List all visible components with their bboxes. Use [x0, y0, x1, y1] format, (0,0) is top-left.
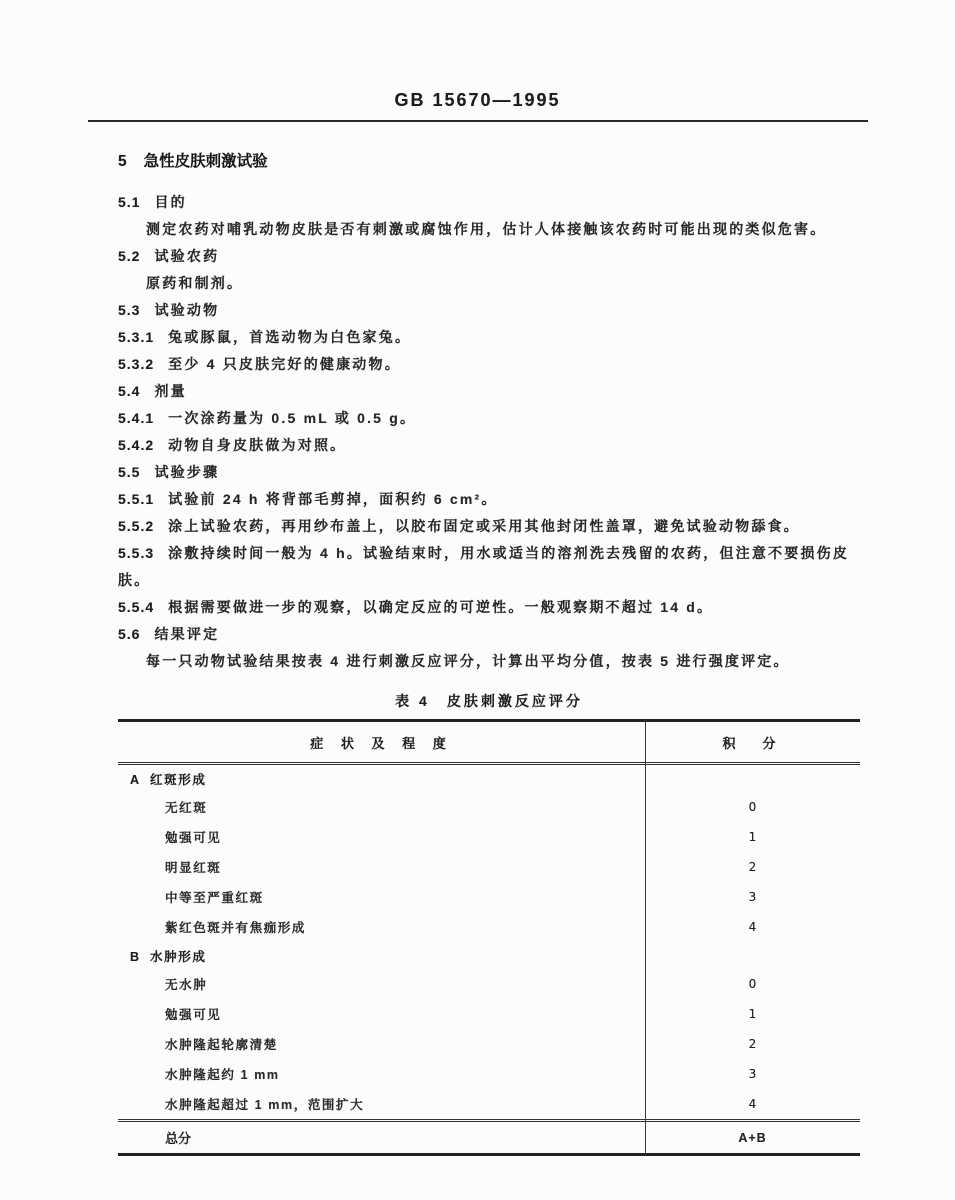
group-key: B — [130, 949, 140, 964]
chapter-title: 急性皮肤刺激试验 — [143, 153, 268, 170]
clause-number: 5.5.2 — [118, 518, 155, 534]
clause-5-2 — [118, 243, 860, 270]
symptom-cell: 水肿隆起超过 1 mm，范围扩大 — [165, 1098, 365, 1112]
symptom-cell: 水肿隆起约 1 mm — [165, 1068, 280, 1082]
clause-title: 目的 — [154, 194, 187, 210]
clause-5-1 — [118, 189, 860, 216]
clause-5-4 — [118, 378, 860, 405]
clause-5-4-1 — [118, 405, 860, 432]
score-cell: 2 — [748, 1037, 757, 1051]
table-row — [118, 999, 860, 1029]
clause-5-5-4 — [118, 594, 860, 621]
group-label — [118, 947, 645, 965]
score-cell: 1 — [748, 1007, 757, 1021]
clause-text: 试验前 24 h 将背部毛剪掉，面积约 6 cm²。 — [168, 491, 498, 507]
clause-number: 5.2 — [118, 248, 141, 264]
chapter-heading — [118, 148, 860, 175]
score-table — [118, 719, 860, 1156]
group-key: A — [130, 772, 140, 787]
clause-number: 5.5.1 — [118, 491, 155, 507]
clause-number: 5.4.2 — [118, 437, 155, 453]
table-row — [118, 1089, 860, 1119]
standard-code: GB 15670—1995 — [394, 90, 561, 110]
column-header-symptom: 症 状 及 程 度 — [310, 735, 453, 751]
clause-title: 试验农药 — [154, 248, 220, 264]
clause-text: 兔或豚鼠，首选动物为白色家兔。 — [168, 329, 412, 345]
table-row — [118, 912, 860, 942]
clause-text: 动物自身皮肤做为对照。 — [168, 437, 347, 453]
clause-5-2-paragraph: 原药和制剂。 — [146, 275, 244, 291]
table-header-row — [118, 722, 860, 765]
clause-text: 一次涂药量为 0.5 mL 或 0.5 g。 — [168, 410, 417, 426]
clause-number: 5.3.1 — [118, 329, 155, 345]
clause-number: 5.5.4 — [118, 599, 155, 615]
table-row — [118, 882, 860, 912]
table-row — [118, 852, 860, 882]
clause-title: 试验动物 — [154, 302, 220, 318]
score-cell: 2 — [748, 860, 757, 874]
group-name: 红斑形成 — [150, 772, 207, 787]
clause-number: 5.4 — [118, 383, 141, 399]
clause-5-4-2 — [118, 432, 860, 459]
clause-5-5-1 — [118, 486, 860, 513]
table-group-row-b — [118, 942, 860, 969]
score-cell: 0 — [748, 800, 757, 814]
symptom-cell: 明显红斑 — [165, 861, 222, 875]
clause-5-5-3 — [118, 540, 860, 594]
score-cell: 0 — [748, 977, 757, 991]
group-name: 水肿形成 — [150, 949, 207, 964]
clause-text: 至少 4 只皮肤完好的健康动物。 — [168, 356, 401, 372]
total-score: A+B — [738, 1130, 767, 1145]
clause-number: 5.4.1 — [118, 410, 155, 426]
table-row — [118, 1059, 860, 1089]
clause-number: 5.5.3 — [118, 545, 155, 561]
clause-text: 根据需要做进一步的观察，以确定反应的可逆性。一般观察期不超过 14 d。 — [168, 599, 714, 615]
clause-5-1-paragraph: 测定农药对哺乳动物皮肤是否有刺激或腐蚀作用，估计人体接触该农药时可能出现的类似危害。 — [146, 221, 827, 237]
table-footer-row — [118, 1119, 860, 1153]
document-content — [118, 148, 860, 1156]
total-label: 总分 — [165, 1131, 192, 1146]
clause-text: 涂敷持续时间一般为 4 h。试验结束时，用水或适当的溶剂洗去残留的农药，但注意不要损伤皮肤。 — [118, 545, 850, 588]
clause-5-6 — [118, 621, 860, 648]
clause-5-5 — [118, 459, 860, 486]
group-label — [118, 770, 645, 788]
chapter-number: 5 — [118, 153, 128, 170]
score-cell: 3 — [748, 890, 757, 904]
clause-number: 5.3 — [118, 302, 141, 318]
clause-title: 试验步骤 — [154, 464, 220, 480]
clause-5-6-paragraph: 每一只动物试验结果按表 4 进行刺激反应评分，计算出平均分值，按表 5 进行强度评定。 — [146, 653, 790, 669]
table-row — [118, 969, 860, 999]
clause-number: 5.3.2 — [118, 356, 155, 372]
score-cell: 4 — [748, 1097, 757, 1111]
symptom-cell: 水肿隆起轮廓清楚 — [165, 1038, 278, 1052]
header-rule — [88, 120, 868, 122]
score-cell: 3 — [748, 1067, 757, 1081]
score-cell: 4 — [748, 920, 757, 934]
clause-text: 涂上试验农药，再用纱布盖上，以胶布固定或采用其他封闭性盖罩，避免试验动物舔食。 — [168, 518, 800, 534]
symptom-cell: 无红斑 — [165, 801, 208, 815]
clause-number: 5.6 — [118, 626, 141, 642]
clause-title: 结果评定 — [154, 626, 220, 642]
table-group-row-a — [118, 765, 860, 792]
symptom-cell: 勉强可见 — [165, 1008, 222, 1022]
clause-5-3-1 — [118, 324, 860, 351]
clause-number: 5.1 — [118, 194, 141, 210]
clause-title: 剂量 — [154, 383, 187, 399]
table-column-divider — [645, 722, 646, 1153]
clause-5-3-2 — [118, 351, 860, 378]
table-row — [118, 822, 860, 852]
clause-5-5-2 — [118, 513, 860, 540]
symptom-cell: 勉强可见 — [165, 831, 222, 845]
table-row — [118, 1029, 860, 1059]
table-row — [118, 792, 860, 822]
column-header-score: 积 分 — [722, 735, 783, 751]
symptom-cell: 中等至严重红斑 — [165, 891, 264, 905]
score-cell: 1 — [748, 830, 757, 844]
symptom-cell: 紫红色斑并有焦痂形成 — [165, 921, 307, 935]
symptom-cell: 无水肿 — [165, 978, 208, 992]
table-caption: 表 4 皮肤刺激反应评分 — [395, 693, 583, 709]
clause-5-3 — [118, 297, 860, 324]
clause-number: 5.5 — [118, 464, 141, 480]
